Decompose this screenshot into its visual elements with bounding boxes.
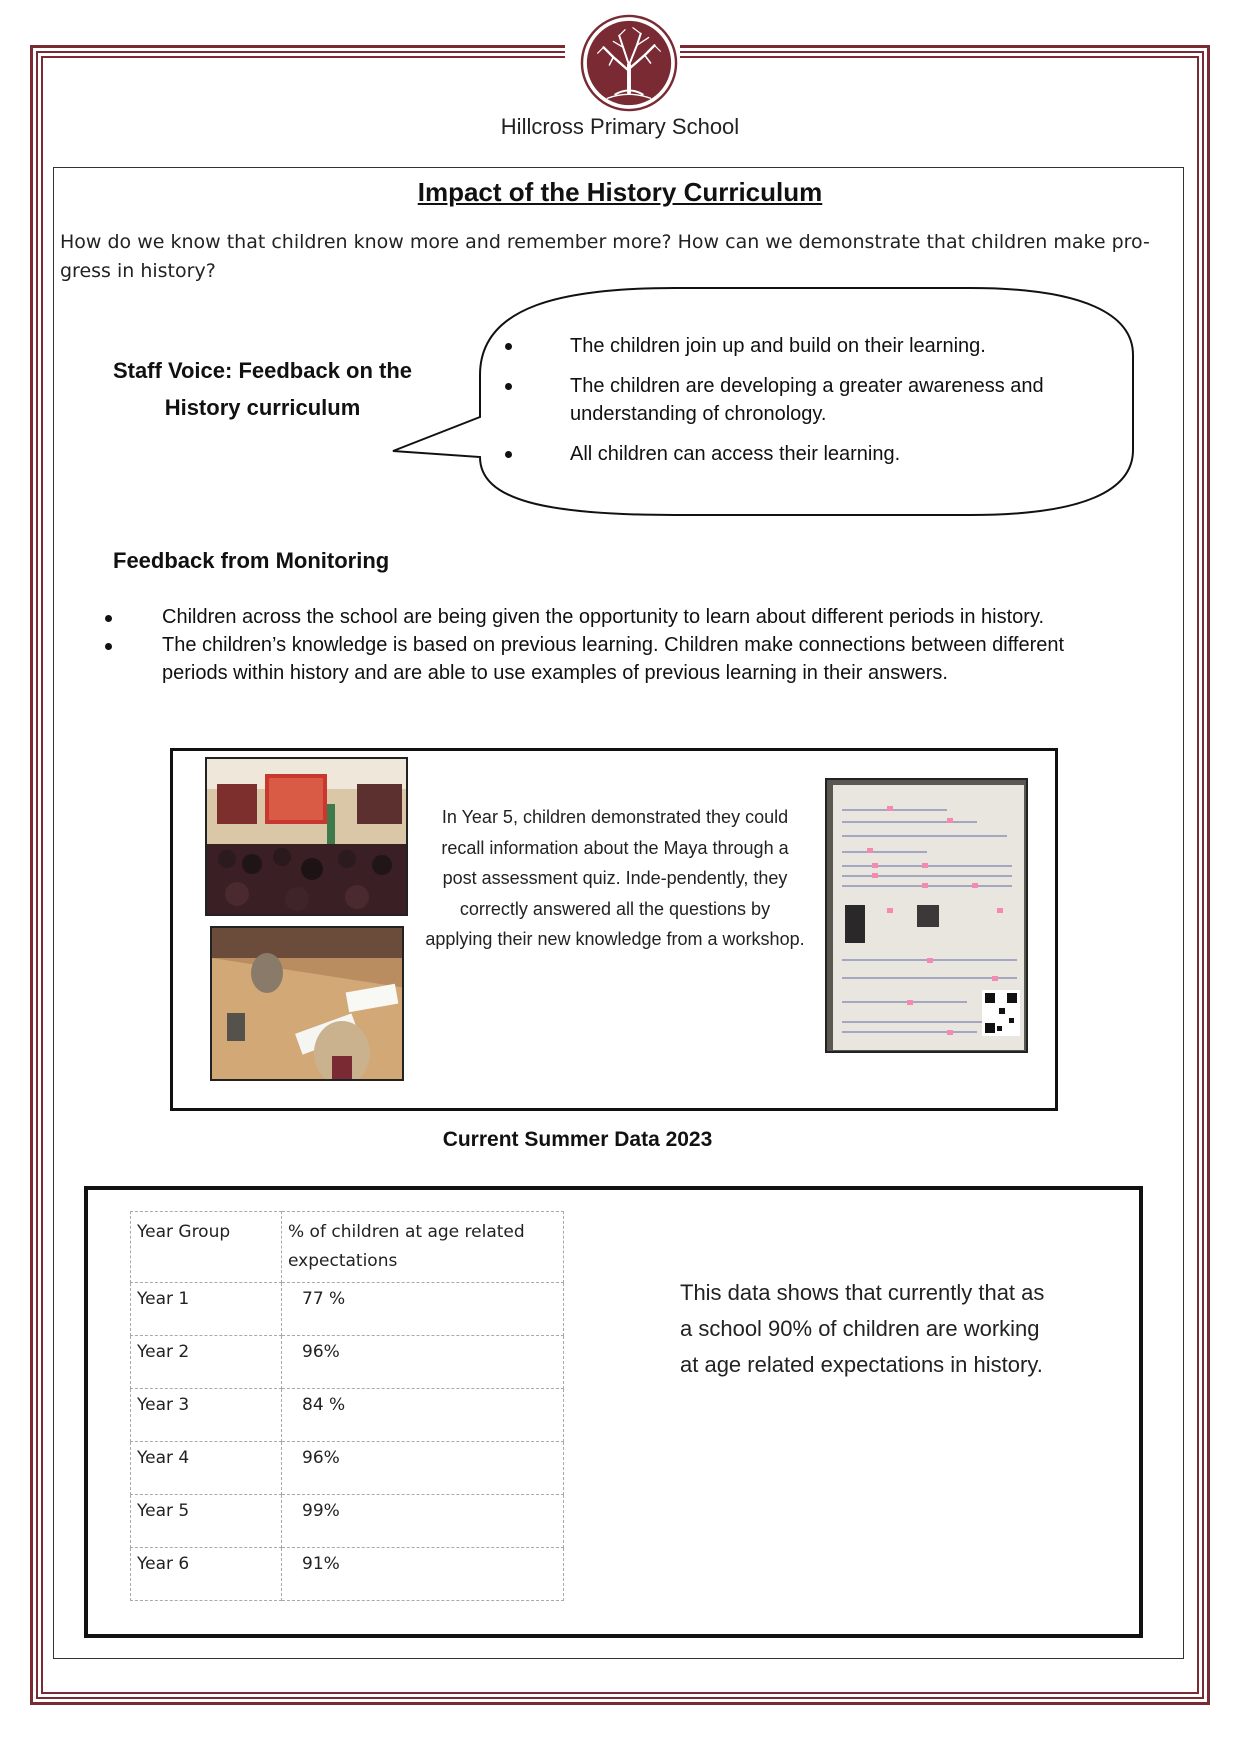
quiz-worksheet-photo bbox=[825, 778, 1028, 1053]
bullet-icon bbox=[105, 615, 112, 622]
table-cell: Year 3 bbox=[131, 1389, 282, 1442]
intro-paragraph: How do we know that children know more and remember more? How can we demonstrate that children make pro-gress in history? bbox=[60, 231, 1150, 282]
table-cell: 84 % bbox=[282, 1389, 564, 1442]
list-item bbox=[100, 631, 1130, 687]
table-cell: Year 6 bbox=[131, 1548, 282, 1601]
list-item-text: Children across the school are being given the opportunity to learn about different periods in history. bbox=[162, 606, 1045, 628]
table-row bbox=[131, 1495, 564, 1548]
data-summary: This data shows that currently that as a school 90% of children are working at age related expectations in history. bbox=[680, 1280, 1045, 1377]
table-cell: Year 1 bbox=[131, 1283, 282, 1336]
staff-voice-list bbox=[505, 332, 1065, 480]
table-row bbox=[131, 1548, 564, 1601]
workshop-photo bbox=[210, 926, 404, 1081]
table-row bbox=[131, 1283, 564, 1336]
data-heading: Current Summer Data 2023 bbox=[442, 1128, 713, 1151]
page-title: Impact of the History Curriculum bbox=[417, 177, 823, 207]
table-cell: Year 2 bbox=[131, 1336, 282, 1389]
school-name: Hillcross Primary School bbox=[500, 114, 740, 139]
bullet-icon bbox=[505, 451, 512, 458]
monitoring-list bbox=[100, 603, 1130, 687]
list-item bbox=[100, 603, 1130, 631]
table-cell: 91% bbox=[282, 1548, 564, 1601]
list-item-text: All children can access their learning. bbox=[570, 443, 901, 465]
bullet-icon bbox=[105, 643, 112, 650]
list-item bbox=[505, 372, 1065, 428]
table-row bbox=[131, 1389, 564, 1442]
table-header-row bbox=[131, 1212, 564, 1283]
staff-voice-heading: Staff Voice: Feedback on the History curriculum bbox=[112, 358, 413, 420]
table-row bbox=[131, 1336, 564, 1389]
bullet-icon bbox=[505, 343, 512, 350]
monitoring-heading: Feedback from Monitoring bbox=[113, 548, 390, 573]
evidence-text: In Year 5, children demonstrated they could recall information about the Maya through a post assessment quiz. Inde-pendently, they correctly answered all the questions by applying their new knowledge from a workshop. bbox=[425, 807, 805, 949]
list-item-text: The children are developing a greater awareness and understanding of chronology. bbox=[570, 375, 1044, 425]
attainment-table bbox=[130, 1211, 564, 1601]
list-item-text: The children join up and build on their learning. bbox=[570, 335, 986, 357]
table-header-cell: Year Group bbox=[131, 1212, 282, 1283]
table-row bbox=[131, 1442, 564, 1495]
list-item bbox=[505, 332, 1065, 360]
table-cell: Year 4 bbox=[131, 1442, 282, 1495]
table-cell: 77 % bbox=[282, 1283, 564, 1336]
table-cell: Year 5 bbox=[131, 1495, 282, 1548]
table-header-cell: % of children at age related expectations bbox=[282, 1212, 564, 1283]
school-logo bbox=[580, 14, 678, 112]
list-item bbox=[505, 440, 1065, 468]
list-item-text: The children’s knowledge is based on previous learning. Children make connections between different periods within history and are able to use examples of previous learning in their answers. bbox=[162, 634, 1065, 684]
table-cell: 99% bbox=[282, 1495, 564, 1548]
table-cell: 96% bbox=[282, 1442, 564, 1495]
table-cell: 96% bbox=[282, 1336, 564, 1389]
classroom-photo bbox=[205, 757, 408, 916]
bullet-icon bbox=[505, 383, 512, 390]
